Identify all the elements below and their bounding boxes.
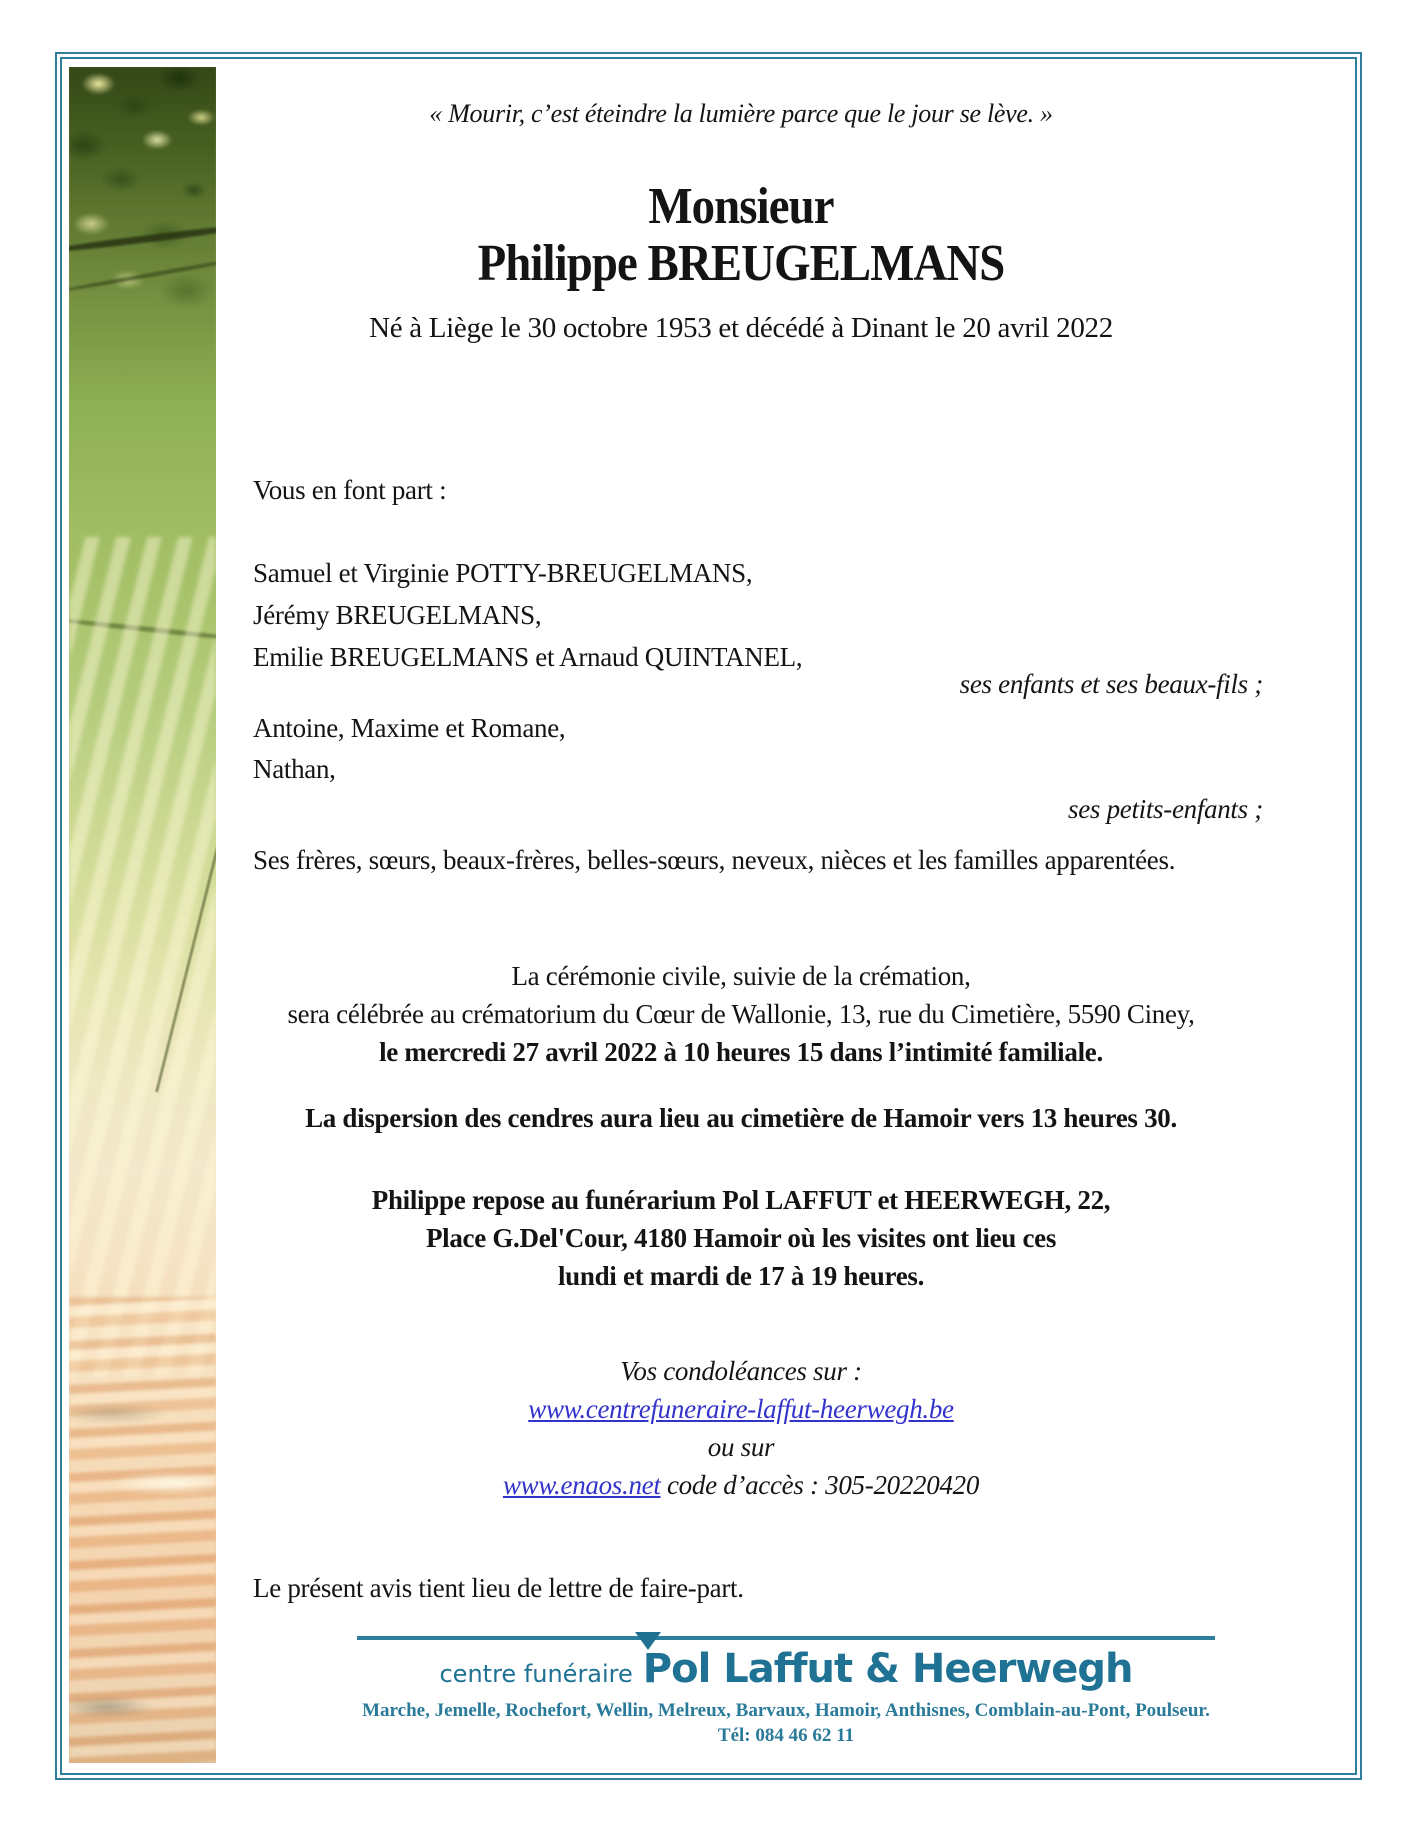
condolences-intro: Vos condoléances sur : xyxy=(620,1356,862,1386)
footer-locations: Marche, Jemelle, Rochefort, Wellin, Melreux, Barvaux, Hamoir, Anthisnes, Comblain-au-Pont, Poulseur. xyxy=(362,1700,1210,1721)
funeral-home-logo xyxy=(439,1646,1132,1692)
ceremony-date-line: le mercredi 27 avril 2022 à 10 heures 15 dans l’intimité familiale. xyxy=(379,1037,1103,1067)
repose-line: Place G.Del'Cour, 4180 Hamoir où les visites ont lieu ces xyxy=(425,1223,1057,1253)
children-list xyxy=(215,552,1267,678)
funeral-home-footer xyxy=(357,1646,1215,1747)
condolences-link-enaos[interactable]: www.enaos.net xyxy=(502,1470,661,1500)
deceased-name: Philippe BREUGELMANS xyxy=(477,235,1005,292)
repose-line: lundi et mardi de 17 à 19 heures. xyxy=(557,1261,925,1291)
epitaph-quote: « Mourir, c’est éteindre la lumière parce que le jour se lève. » xyxy=(429,99,1053,128)
family-member-line: Nathan, xyxy=(253,754,336,784)
ceremony-line: sera célébrée au crématorium du Cœur de Wallonie, 13, rue du Cimetière, 5590 Ciney, xyxy=(287,999,1195,1029)
ashes-dispersion-line: La dispersion des cendres aura lieu au cimetière de Hamoir vers 13 heures 30. xyxy=(305,1103,1177,1133)
title-salutation: Monsieur xyxy=(648,178,834,235)
forest-path-photo xyxy=(69,67,216,1763)
brand-prefix: centre funéraire xyxy=(439,1660,633,1688)
family-member-line: Emilie BREUGELMANS et Arnaud QUINTANEL, xyxy=(253,642,803,672)
deceased-title xyxy=(268,178,1215,292)
repose-line: Philippe repose au funérarium Pol LAFFUT et HEERWEGH, 22, xyxy=(371,1185,1111,1215)
faire-part-notice: Le présent avis tient lieu de lettre de faire-part. xyxy=(253,1573,744,1603)
grandchildren-list xyxy=(215,708,1267,790)
brand-name xyxy=(643,1646,1133,1692)
funeral-home-visits xyxy=(215,1181,1267,1295)
life-dates: Né à Liège le 30 octobre 1953 et décédé à Dinant le 20 avril 2022 xyxy=(369,312,1113,344)
children-caption: ses enfants et ses beaux-fils ; xyxy=(959,669,1263,699)
obituary-content xyxy=(215,0,1267,1833)
family-member-line: Antoine, Maxime et Romane, xyxy=(253,713,566,743)
grandchildren-caption: ses petits-enfants ; xyxy=(1068,794,1263,824)
ceremony-details xyxy=(215,957,1267,1071)
family-member-line: Samuel et Virginie POTTY-BREUGELMANS, xyxy=(253,558,753,588)
extended-family-line: Ses frères, sœurs, beaux-frères, belles-sœurs, neveux, nièces et les familles apparentées. xyxy=(253,845,1176,875)
access-code: code d’accès : 305-20220420 xyxy=(660,1470,980,1500)
announcement-intro: Vous en font part : xyxy=(253,475,447,505)
condolences-block xyxy=(215,1352,1267,1504)
ceremony-line: La cérémonie civile, suivie de la crémation, xyxy=(511,961,971,991)
footer-divider xyxy=(357,1636,1215,1640)
footer-phone: Tél: 084 46 62 11 xyxy=(717,1725,855,1746)
family-member-line: Jérémy BREUGELMANS, xyxy=(253,600,542,630)
brand-name-text: Pol Laffut & Heerwegh xyxy=(642,1646,1133,1692)
sandy-path-texture xyxy=(69,1297,216,1763)
condolences-link-funeraire[interactable]: www.centrefuneraire-laffut-heerwegh.be xyxy=(528,1394,954,1424)
sunrays-decoration xyxy=(69,537,216,1377)
condolences-or: ou sur xyxy=(707,1432,775,1462)
logo-triangle-icon xyxy=(635,1632,661,1650)
